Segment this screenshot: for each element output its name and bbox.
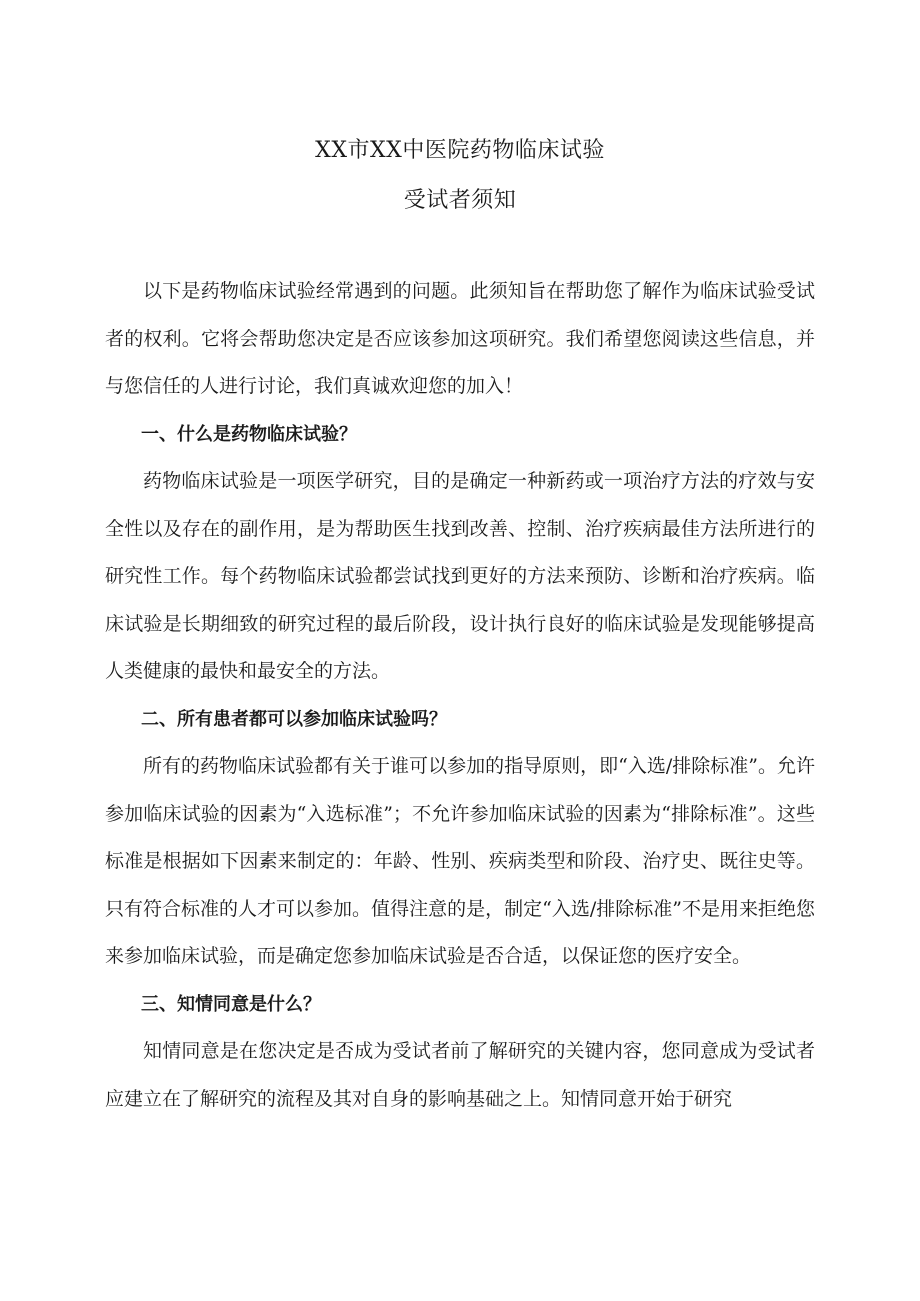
document-title: XX市XX中医院药物临床试验 bbox=[315, 138, 605, 163]
section-2-heading: 二、所有患者都可以参加临床试验吗？ bbox=[141, 708, 447, 730]
section-3-paragraph: 知情同意是在您决定是否成为受试者前了解研究的关键内容，您同意成为受试者应建立在了解研究的流程及其对自身的影响基础之上。知情同意开始于研究 bbox=[105, 1040, 815, 1110]
section-3-heading: 三、知情同意是什么？ bbox=[141, 993, 321, 1015]
section-1-paragraph: 药物临床试验是一项医学研究，目的是确定一种新药或一项治疗方法的疗效与安全性以及存在的副作用，是为帮助医生找到改善、控制、治疗疾病最佳方法所进行的研究性工作。每个药物临床试验都尝试找到更好的方法来预防、诊断和治疗疾病。临床试验是长期细致的研究过程的最后阶段，设计执行良好的临床试验是发现能够提高人类健康的最快和最安全的方法。 bbox=[105, 470, 815, 682]
intro-paragraph: 以下是药物临床试验经常遇到的问题。此须知旨在帮助您了解作为临床试验受试者的权利。它将会帮助您决定是否应该参加这项研究。我们希望您阅读这些信息，并与您信任的人进行讨论，我们真诚欢迎您的加入！ bbox=[105, 280, 815, 397]
document-body bbox=[105, 268, 815, 1123]
section-2-paragraph: 所有的药物临床试验都有关于谁可以参加的指导原则，即“入选/排除标准”。允许参加临床试验的因素为“入选标准”；不允许参加临床试验的因素为“排除标准”。这些标准是根据如下因素来制定的：年龄、性别、疾病类型和阶段、治疗史、既往史等。只有符合标准的人才可以参加。值得注意的是，制定“入选/排除标准”不是用来拒绝您来参加临床试验，而是确定您参加临床试验是否合适，以保证您的医疗安全。 bbox=[105, 755, 815, 967]
section-1-heading: 一、什么是药物临床试验？ bbox=[141, 423, 357, 445]
document-subtitle: 受试者须知 bbox=[403, 188, 517, 213]
